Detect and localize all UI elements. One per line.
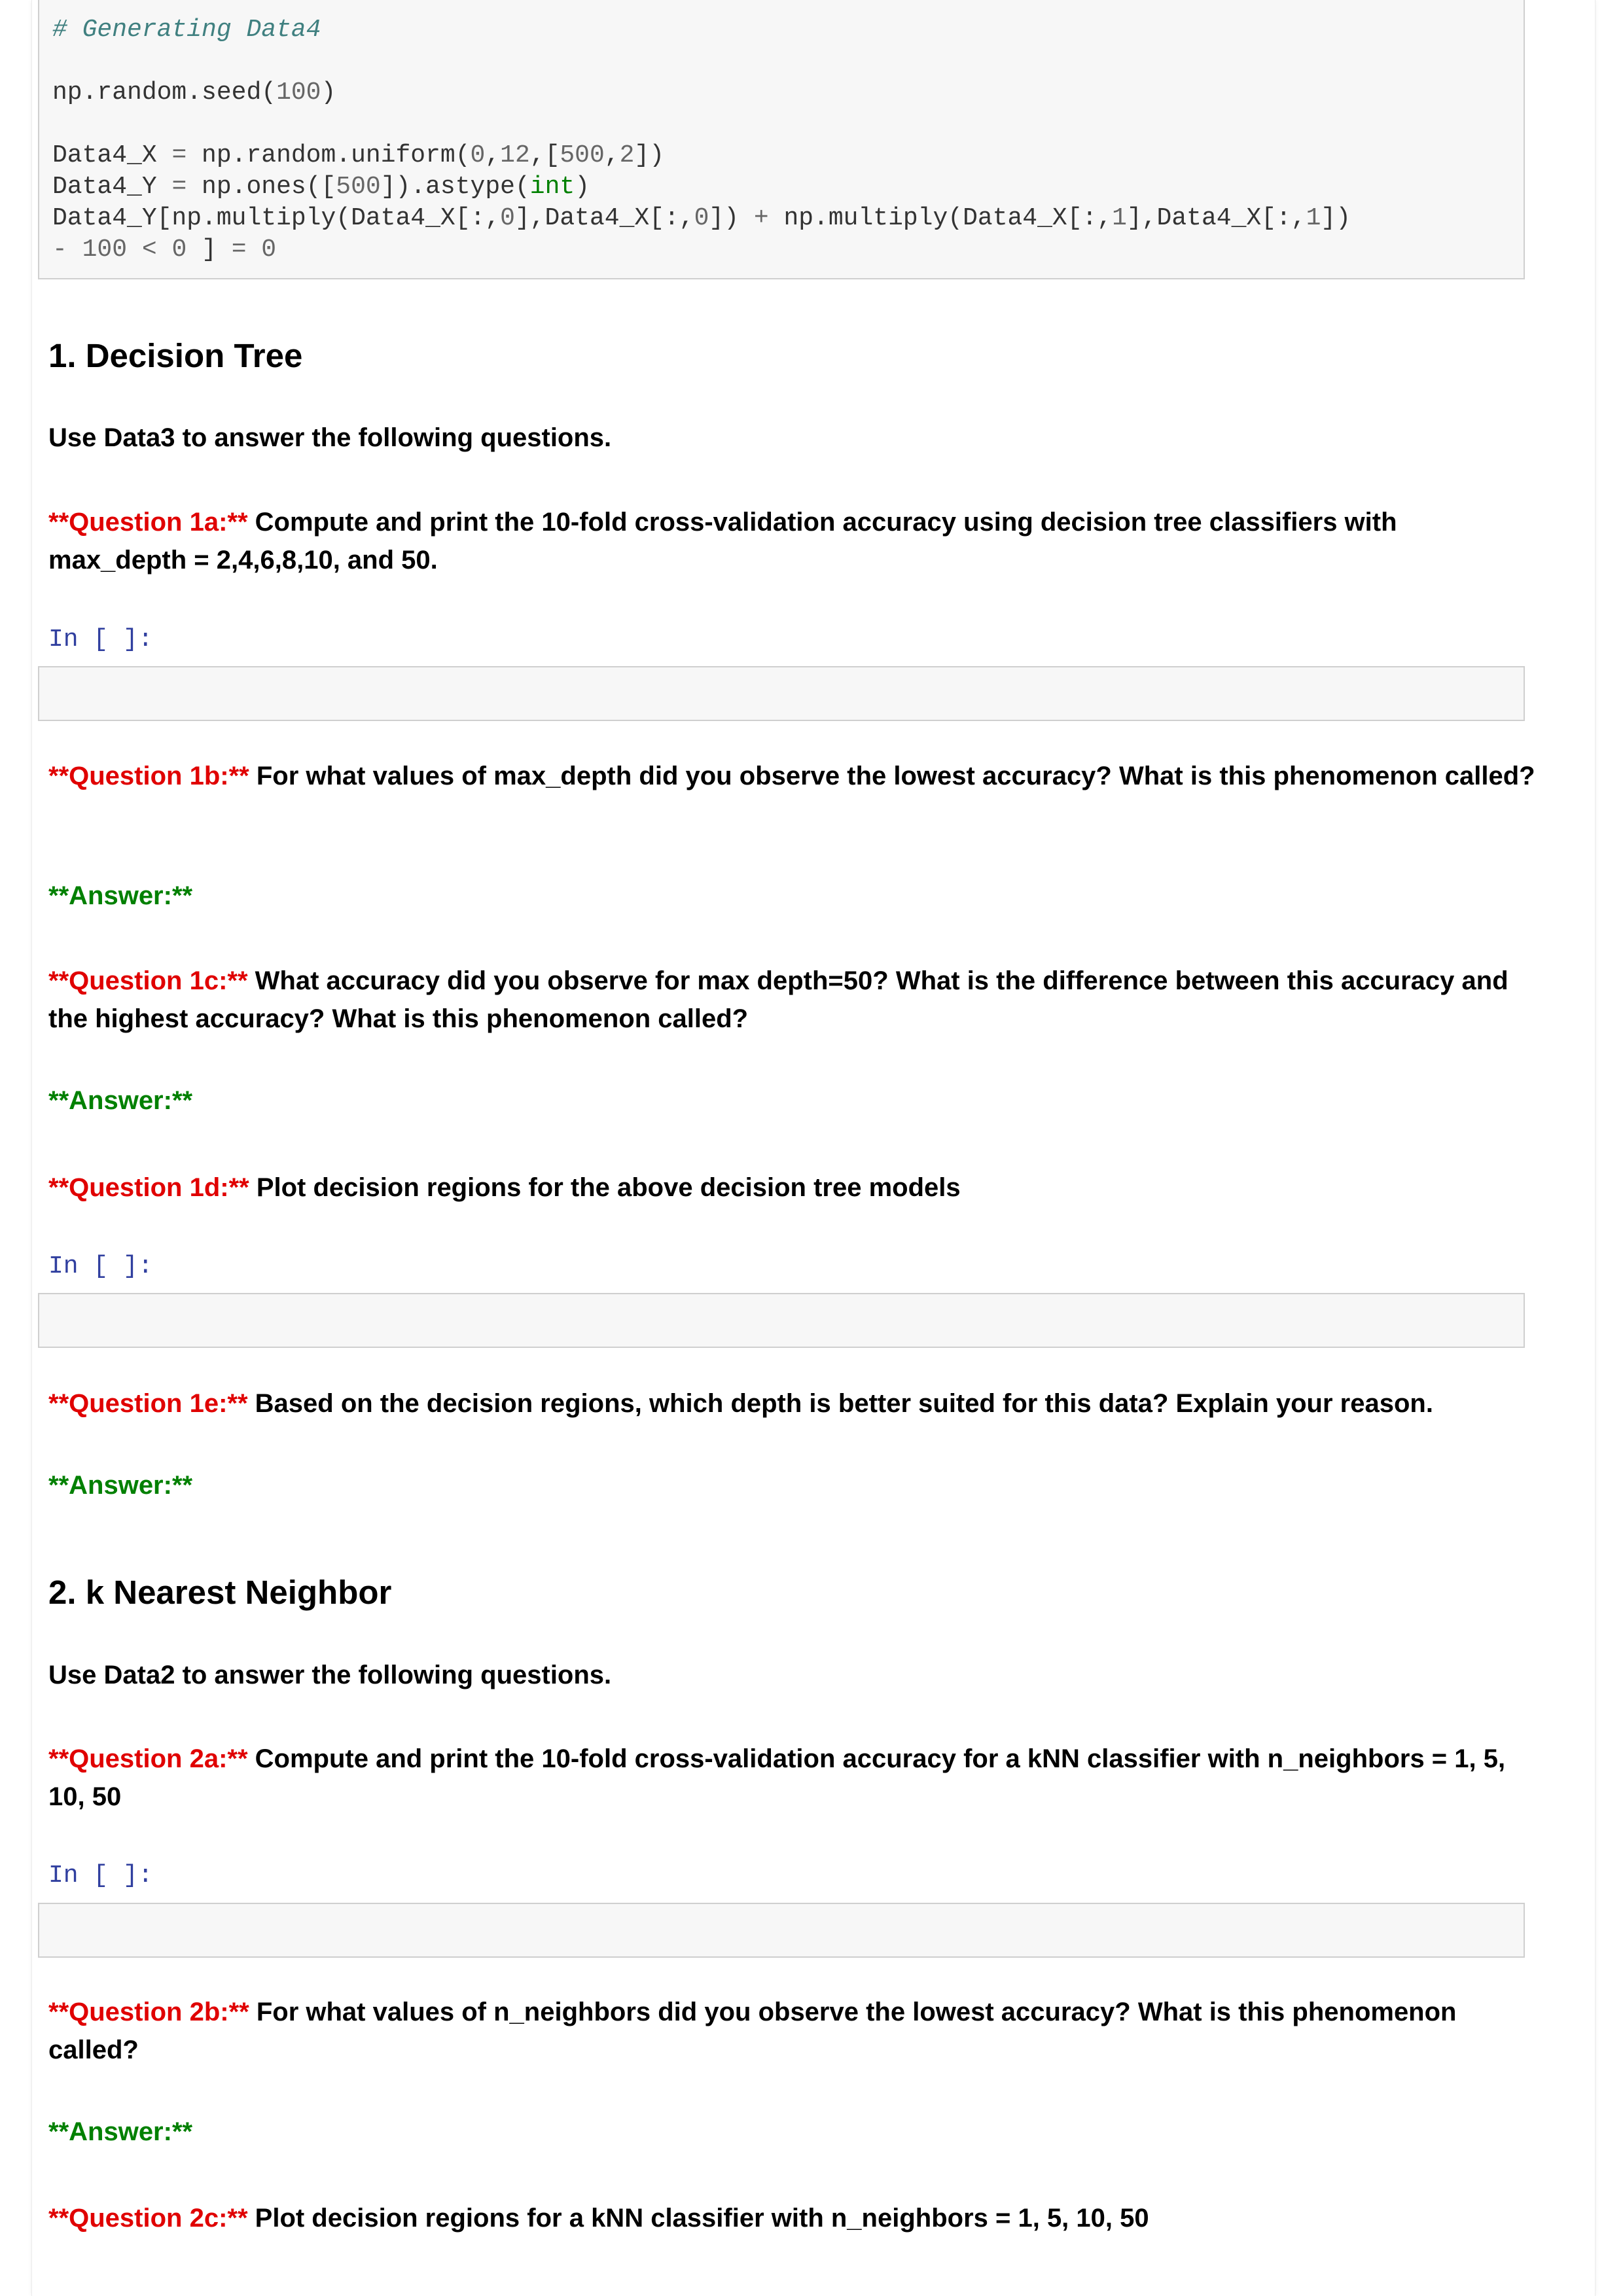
question-2c: **Question 2c:** Plot decision regions for a kNN classifier with n_neighbors = 1, 5, 10, 50 xyxy=(48,2204,1149,2233)
question-1a: **Question 1a:** Compute and print the 10-fold cross-validation accuracy using decision tree classifiers with max_depth = 2,4,6,8,10, and 50. xyxy=(48,508,1397,574)
section-2-intro: Use Data2 to answer the following questions. xyxy=(48,1661,612,1689)
code-seed-line: np.random.seed(100) xyxy=(52,79,336,107)
code-multiply-line: Data4_Y[np.multiply(Data4_X[:,0],Data4_X[:,0]) + np.multiply(Data4_X[:,1],Data4_X[:,1]) xyxy=(52,204,1351,232)
question-1b: **Question 1b:** For what values of max_depth did you observe the lowest accuracy? What is this phenomenon called? xyxy=(48,762,1535,790)
code-data4y-line: Data4_Y = np.ones([500]).astype(int) xyxy=(52,173,590,201)
code-cell-1a[interactable] xyxy=(38,666,1525,721)
code-cell-1d[interactable] xyxy=(38,1293,1525,1348)
answer-1c[interactable]: **Answer:** xyxy=(48,1086,193,1115)
answer-2b[interactable]: **Answer:** xyxy=(48,2117,193,2146)
code-cell-2a[interactable] xyxy=(38,1903,1525,1958)
code-comment-line: # Generating Data4 xyxy=(52,16,321,44)
input-prompt: In [ ]: xyxy=(48,1252,153,1280)
answer-1b[interactable]: **Answer:** xyxy=(48,881,193,910)
section-1-heading: 1. Decision Tree xyxy=(48,337,303,374)
code-continuation-line: - 100 < 0 ] = 0 xyxy=(52,236,277,264)
input-prompt: In [ ]: xyxy=(48,1862,153,1890)
answer-1e[interactable]: **Answer:** xyxy=(48,1471,193,1500)
section-1-intro: Use Data3 to answer the following questions. xyxy=(48,423,612,452)
question-1e: **Question 1e:** Based on the decision regions, which depth is better suited for this data? Explain your reason. xyxy=(48,1389,1433,1418)
question-1c: **Question 1c:** What accuracy did you observe for max depth=50? What is the difference between this accuracy and the highest accuracy? What is this phenomenon called? xyxy=(48,966,1508,1033)
question-1d: **Question 1d:** Plot decision regions for the above decision tree models xyxy=(48,1173,961,1202)
question-2a: **Question 2a:** Compute and print the 10-fold cross-validation accuracy for a kNN classifier with n_neighbors = 1, 5, 10, 50 xyxy=(48,1744,1506,1811)
code-cell-data4[interactable] xyxy=(38,0,1525,279)
question-2b: **Question 2b:** For what values of n_neighbors did you observe the lowest accuracy? What is this phenomenon called? xyxy=(48,1998,1457,2064)
code-data4x-line: Data4_X = np.random.uniform(0,12,[500,2]) xyxy=(52,141,665,169)
input-prompt: In [ ]: xyxy=(48,626,153,654)
section-2-heading: 2. k Nearest Neighbor xyxy=(48,1574,392,1611)
